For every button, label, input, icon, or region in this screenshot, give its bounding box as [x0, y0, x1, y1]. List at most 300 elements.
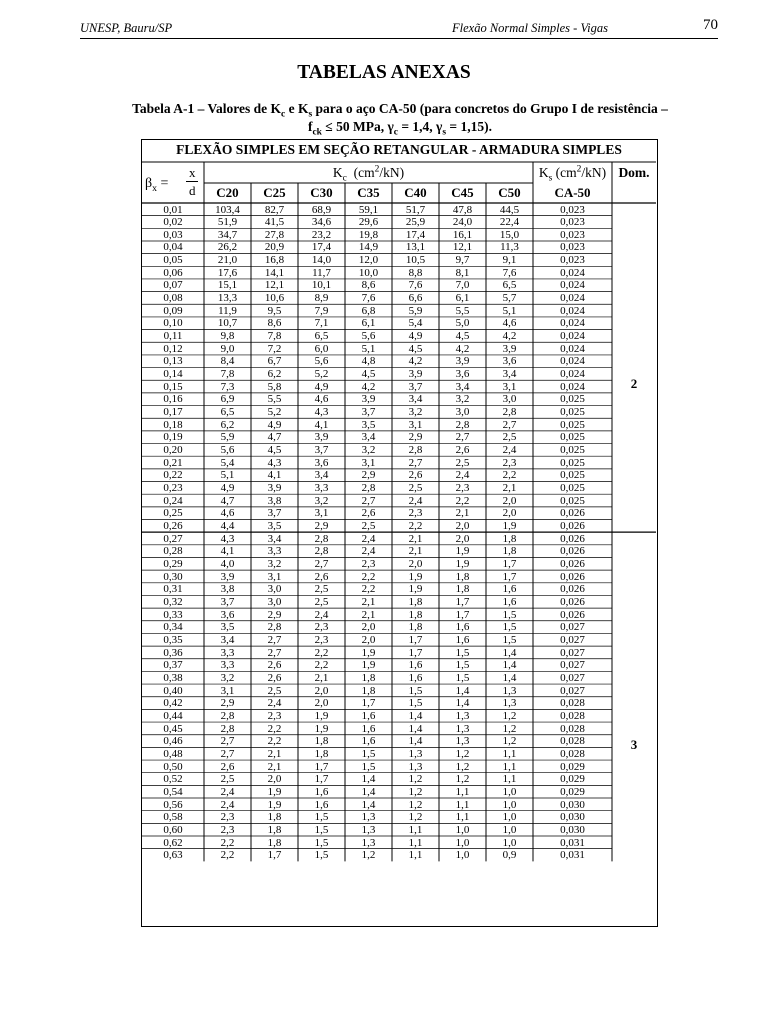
cell-ks: 0,026	[560, 557, 585, 570]
cell-c25: 2,8	[267, 621, 282, 634]
cell-c40: 25,9	[405, 216, 426, 229]
cell-ks: 0,025	[560, 406, 585, 419]
cell-c35: 10,0	[358, 266, 379, 279]
cell-c20: 2,9	[220, 697, 235, 710]
cell-c50: 44,5	[499, 203, 520, 216]
cell-c20: 2,8	[220, 709, 235, 722]
cell-c45: 1,1	[455, 798, 470, 811]
cell-ks: 0,024	[560, 304, 585, 317]
cell-bx: 0,02	[163, 216, 183, 229]
cell-c35: 14,9	[358, 241, 379, 254]
cell-c50: 1,0	[502, 823, 517, 836]
cell-c25: 3,1	[267, 570, 282, 583]
steel-header: CA-50	[554, 185, 591, 200]
cell-c35: 4,5	[361, 368, 376, 381]
cell-c40: 1,1	[408, 849, 423, 862]
cell-c50: 2,4	[502, 444, 517, 457]
cell-c50: 1,6	[502, 595, 517, 608]
table-caption-line-2: $f_{ck} \le 50$ MPa, $\gamma_c = 1,4$, $\gamma_s = 1,15$).	[307, 119, 492, 138]
cell-c45: 1,1	[455, 811, 470, 824]
cell-bx: 0,16	[163, 393, 183, 406]
cell-c50: 2,5	[502, 431, 517, 444]
cell-c20: 3,5	[220, 621, 235, 634]
cell-c20: 5,1	[220, 469, 235, 482]
cell-c35: 1,4	[361, 798, 376, 811]
cell-c35: 2,6	[361, 507, 376, 520]
cell-c45: 4,2	[455, 342, 470, 355]
cell-c35: 2,0	[361, 633, 376, 646]
cell-c20: 5,9	[220, 431, 235, 444]
kc-header: $K_c$ $(cm^2/kN)$	[332, 164, 405, 184]
cell-bx: 0,45	[163, 722, 183, 735]
cell-c20: 3,1	[220, 684, 235, 697]
cell-ks: 0,031	[560, 836, 585, 849]
cell-c30: 1,9	[314, 709, 329, 722]
cell-c20: 4,3	[220, 532, 235, 545]
cell-c35: 2,4	[361, 532, 376, 545]
cell-c30: 1,5	[314, 811, 329, 824]
cell-ks: 0,025	[560, 444, 585, 457]
cell-bx: 0,22	[163, 469, 183, 482]
cell-c50: 1,7	[502, 557, 517, 570]
cell-c35: 5,6	[361, 330, 376, 343]
cell-c40: 4,9	[408, 330, 423, 343]
cell-c30: 1,5	[314, 849, 329, 862]
cell-c50: 1,8	[502, 545, 517, 558]
cell-ks: 0,024	[560, 368, 585, 381]
cell-c35: 59,1	[358, 203, 379, 216]
cell-c45: 3,9	[455, 355, 470, 368]
cell-c50: 3,1	[502, 380, 517, 393]
cell-c30: 1,8	[314, 735, 329, 748]
cell-c50: 3,0	[502, 393, 517, 406]
cell-c30: 2,1	[314, 671, 329, 684]
cell-ks: 0,031	[560, 849, 585, 862]
cell-c20: 2,7	[220, 735, 235, 748]
cell-c40: 4,2	[408, 355, 423, 368]
cell-bx: 0,07	[163, 279, 183, 292]
cell-ks: 0,025	[560, 469, 585, 482]
cell-c50: 1,0	[502, 785, 517, 798]
concrete-header-c20: C20	[216, 185, 239, 200]
cell-c50: 1,1	[502, 747, 517, 760]
cell-c45: 2,3	[455, 482, 470, 495]
cell-c50: 1,2	[502, 722, 517, 735]
cell-c25: 2,5	[267, 684, 282, 697]
cell-c50: 1,1	[502, 760, 517, 773]
cell-c20: 51,9	[217, 216, 238, 229]
cell-bx: 0,11	[163, 330, 183, 343]
cell-c25: 2,6	[267, 671, 282, 684]
cell-c30: 5,6	[314, 355, 329, 368]
cell-c35: 6,8	[361, 304, 376, 317]
cell-c50: 5,7	[502, 292, 517, 305]
cell-c45: 5,0	[455, 317, 470, 330]
cell-ks: 0,024	[560, 266, 585, 279]
cell-c35: 1,3	[361, 811, 376, 824]
cell-c40: 1,2	[408, 773, 423, 786]
cell-c35: 1,6	[361, 722, 376, 735]
cell-c30: 2,6	[314, 570, 329, 583]
cell-ks: 0,026	[560, 520, 585, 532]
cell-c35: 2,1	[361, 608, 376, 621]
cell-bx: 0,12	[163, 342, 183, 355]
cell-c35: 3,1	[361, 456, 376, 469]
cell-bx: 0,17	[163, 406, 183, 419]
cell-c45: 3,2	[455, 393, 470, 406]
cell-c25: 4,3	[267, 456, 282, 469]
cell-c45: 1,4	[455, 697, 470, 710]
cell-ks: 0,030	[560, 823, 585, 836]
cell-c45: 1,4	[455, 684, 470, 697]
cell-bx: 0,05	[163, 254, 183, 267]
cell-c45: 1,5	[455, 671, 470, 684]
cell-c20: 2,3	[220, 811, 235, 824]
cell-c50: 4,2	[502, 330, 517, 343]
cell-bx: 0,48	[163, 747, 183, 760]
cell-c20: 6,5	[220, 406, 235, 419]
cell-c25: 16,8	[264, 254, 285, 267]
cell-c20: 6,9	[220, 393, 235, 406]
cell-c20: 8,4	[220, 355, 235, 368]
cell-ks: 0,030	[560, 811, 585, 824]
cell-c25: 2,7	[267, 646, 282, 659]
cell-c20: 2,7	[220, 747, 235, 760]
cell-c50: 1,1	[502, 773, 517, 786]
cell-c35: 8,6	[361, 279, 376, 292]
cell-c20: 9,0	[220, 342, 235, 355]
cell-c20: 2,4	[220, 798, 235, 811]
cell-bx: 0,35	[163, 633, 183, 646]
cell-c40: 1,6	[408, 659, 423, 672]
cell-bx: 0,23	[163, 482, 183, 495]
cell-ks: 0,023	[560, 216, 585, 229]
cell-c40: 1,1	[408, 823, 423, 836]
cell-c50: 1,9	[502, 520, 517, 532]
cell-c40: 1,4	[408, 709, 423, 722]
cell-c40: 1,9	[408, 583, 423, 596]
cell-c45: 1,9	[455, 545, 470, 558]
cell-c35: 12,0	[358, 254, 379, 267]
cell-c25: 2,2	[267, 722, 282, 735]
cell-c25: 1,8	[267, 811, 282, 824]
cell-c40: 2,8	[408, 444, 423, 457]
concrete-header-c25: C25	[263, 185, 286, 200]
table-caption-line-1: Tabela A-1 – Valores de $K_c$ e $K_s$ para o aço CA-50 (para concretos do Grupo I de resistência –	[132, 101, 668, 120]
cell-c20: 2,6	[220, 760, 235, 773]
cell-bx: 0,14	[163, 368, 183, 381]
cell-c35: 1,8	[361, 684, 376, 697]
cell-c45: 2,7	[455, 431, 470, 444]
cell-c40: 2,1	[408, 532, 423, 545]
cell-c40: 1,7	[408, 633, 423, 646]
cell-c20: 3,2	[220, 671, 235, 684]
cell-c25: 7,2	[267, 342, 282, 355]
cell-c30: 1,5	[314, 836, 329, 849]
cell-c30: 6,5	[314, 330, 329, 343]
cell-c25: 9,5	[267, 304, 282, 317]
cell-c50: 1,0	[502, 798, 517, 811]
cell-c25: 1,9	[267, 785, 282, 798]
cell-c40: 1,5	[408, 684, 423, 697]
cell-c25: 27,8	[264, 228, 285, 241]
cell-bx: 0,15	[163, 380, 183, 393]
cell-c25: 14,1	[264, 266, 285, 279]
cell-c40: 1,9	[408, 570, 423, 583]
cell-c25: 6,7	[267, 355, 282, 368]
cell-ks: 0,024	[560, 330, 585, 343]
cell-c45: 6,1	[455, 292, 470, 305]
cell-c50: 1,5	[502, 633, 517, 646]
cell-ks: 0,025	[560, 431, 585, 444]
page-title: TABELAS ANEXAS	[297, 62, 471, 83]
cell-c35: 2,8	[361, 482, 376, 495]
cell-ks: 0,029	[560, 760, 585, 773]
cell-c25: 4,9	[267, 418, 282, 431]
cell-bx: 0,37	[163, 659, 183, 672]
cell-c40: 2,5	[408, 482, 423, 495]
cell-bx: 0,40	[163, 684, 183, 697]
cell-c50: 3,9	[502, 342, 517, 355]
cell-c45: 1,2	[455, 760, 470, 773]
cell-c30: 2,3	[314, 621, 329, 634]
cell-c20: 15,1	[217, 279, 238, 292]
cell-c40: 1,1	[408, 836, 423, 849]
cell-ks: 0,028	[560, 709, 585, 722]
cell-c20: 3,7	[220, 595, 235, 608]
cell-c50: 1,0	[502, 811, 517, 824]
cell-bx: 0,03	[163, 228, 183, 241]
cell-c20: 4,7	[220, 494, 235, 507]
cell-ks: 0,028	[560, 722, 585, 735]
cell-c30: 3,2	[314, 494, 329, 507]
cell-c30: 2,2	[314, 659, 329, 672]
cell-c45: 2,1	[455, 507, 470, 520]
cell-c40: 1,2	[408, 798, 423, 811]
cell-c20: 2,8	[220, 722, 235, 735]
cell-c50: 1,0	[502, 836, 517, 849]
cell-ks: 0,024	[560, 292, 585, 305]
cell-c45: 1,6	[455, 621, 470, 634]
cell-c50: 1,2	[502, 709, 517, 722]
cell-c35: 1,4	[361, 785, 376, 798]
cell-c45: 2,2	[455, 494, 470, 507]
cell-c25: 2,2	[267, 735, 282, 748]
cell-ks: 0,025	[560, 482, 585, 495]
cell-c50: 11,3	[500, 241, 519, 254]
cell-bx: 0,26	[163, 520, 183, 532]
cell-c30: 10,1	[311, 279, 332, 292]
cell-c40: 2,7	[408, 456, 423, 469]
cell-c25: 7,8	[267, 330, 282, 343]
cell-c40: 3,1	[408, 418, 423, 431]
cell-c30: 2,7	[314, 557, 329, 570]
cell-bx: 0,20	[163, 444, 183, 457]
cell-c20: 26,2	[217, 241, 238, 254]
cell-c35: 1,3	[361, 836, 376, 849]
cell-c50: 2,2	[502, 469, 517, 482]
cell-c25: 8,6	[267, 317, 282, 330]
cell-c45: 1,9	[455, 557, 470, 570]
cell-ks: 0,025	[560, 456, 585, 469]
cell-c35: 1,6	[361, 709, 376, 722]
cell-c20: 2,5	[220, 773, 235, 786]
cell-bx: 0,09	[163, 304, 183, 317]
ks-header: $K_s$ $(cm^2/kN)$	[538, 164, 607, 184]
cell-c50: 2,0	[502, 494, 517, 507]
page-header	[80, 17, 718, 39]
cell-c35: 1,9	[361, 646, 376, 659]
cell-c35: 7,6	[361, 292, 376, 305]
cell-c50: 9,1	[502, 254, 517, 267]
cell-bx: 0,42	[163, 697, 183, 710]
cell-c25: 5,8	[267, 380, 282, 393]
cell-bx: 0,06	[163, 266, 183, 279]
cell-c50: 22,4	[499, 216, 520, 229]
cell-c50: 2,0	[502, 507, 517, 520]
cell-c25: 5,2	[267, 406, 282, 419]
cell-c50: 3,4	[502, 368, 517, 381]
cell-c30: 2,9	[314, 520, 329, 532]
cell-bx: 0,36	[163, 646, 183, 659]
cell-c20: 5,6	[220, 444, 235, 457]
cell-c35: 2,2	[361, 583, 376, 596]
cell-c45: 1,7	[455, 608, 470, 621]
cell-c25: 82,7	[264, 203, 285, 216]
cell-ks: 0,023	[560, 254, 585, 267]
cell-c45: 1,3	[455, 722, 470, 735]
cell-c40: 2,0	[408, 557, 423, 570]
cell-c30: 4,9	[314, 380, 329, 393]
cell-c20: 2,2	[220, 836, 235, 849]
page-number: 70	[703, 17, 718, 33]
cell-c35: 3,4	[361, 431, 376, 444]
cell-c25: 1,7	[267, 849, 282, 862]
cell-c45: 2,4	[455, 469, 470, 482]
cell-c40: 1,8	[408, 621, 423, 634]
cell-ks: 0,030	[560, 798, 585, 811]
cell-c30: 3,1	[314, 507, 329, 520]
cell-c25: 5,5	[267, 393, 282, 406]
cell-bx: 0,24	[163, 494, 183, 507]
cell-c45: 2,0	[455, 532, 470, 545]
cell-bx: 0,28	[163, 545, 183, 558]
cell-c25: 20,9	[264, 241, 285, 254]
cell-c30: 2,2	[314, 646, 329, 659]
cell-ks: 0,026	[560, 507, 585, 520]
cell-c50: 1,7	[502, 570, 517, 583]
cell-c25: 2,4	[267, 697, 282, 710]
cell-c45: 1,5	[455, 646, 470, 659]
cell-c45: 1,5	[455, 659, 470, 672]
cell-c35: 2,3	[361, 557, 376, 570]
cell-c20: 4,0	[220, 557, 235, 570]
cell-c45: 24,0	[452, 216, 473, 229]
cell-c30: 2,8	[314, 545, 329, 558]
cell-c30: 11,7	[312, 266, 331, 279]
cell-c35: 3,9	[361, 393, 376, 406]
cell-c45: 16,1	[452, 228, 473, 241]
cell-c30: 4,3	[314, 406, 329, 419]
cell-c25: 4,5	[267, 444, 282, 457]
cell-c45: 47,8	[452, 203, 473, 216]
cell-ks: 0,026	[560, 595, 585, 608]
cell-c20: 3,6	[220, 608, 235, 621]
cell-ks: 0,026	[560, 545, 585, 558]
cell-c45: 3,0	[455, 406, 470, 419]
cell-c35: 2,7	[361, 494, 376, 507]
cell-c25: 6,2	[267, 368, 282, 381]
cell-c45: 1,1	[455, 785, 470, 798]
cell-c45: 1,6	[455, 633, 470, 646]
cell-bx: 0,46	[163, 735, 183, 748]
cell-c45: 1,8	[455, 570, 470, 583]
cell-c30: 2,0	[314, 697, 329, 710]
cell-c45: 2,5	[455, 456, 470, 469]
cell-c30: 2,5	[314, 583, 329, 596]
cell-bx: 0,38	[163, 671, 183, 684]
cell-c25: 4,1	[267, 469, 282, 482]
cell-c30: 7,9	[314, 304, 329, 317]
cell-c35: 2,0	[361, 621, 376, 634]
cell-c20: 9,8	[220, 330, 235, 343]
cell-bx: 0,29	[163, 557, 183, 570]
cell-c30: 2,4	[314, 608, 329, 621]
cell-c35: 1,6	[361, 735, 376, 748]
cell-c40: 6,6	[408, 292, 423, 305]
cell-ks: 0,028	[560, 735, 585, 748]
cell-c50: 4,6	[502, 317, 517, 330]
cell-c40: 10,5	[405, 254, 426, 267]
cell-c30: 3,7	[314, 444, 329, 457]
cell-c50: 1,3	[502, 697, 517, 710]
cell-c35: 3,7	[361, 406, 376, 419]
cell-bx: 0,54	[163, 785, 183, 798]
cell-c50: 1,3	[502, 684, 517, 697]
cell-c20: 13,3	[217, 292, 238, 305]
cell-c40: 51,7	[405, 203, 426, 216]
cell-bx: 0,10	[163, 317, 183, 330]
cell-c30: 1,9	[314, 722, 329, 735]
cell-c30: 1,6	[314, 785, 329, 798]
cell-c25: 2,7	[267, 633, 282, 646]
cell-ks: 0,024	[560, 317, 585, 330]
cell-c20: 2,4	[220, 785, 235, 798]
cell-ks: 0,027	[560, 633, 585, 646]
cell-c35: 1,3	[361, 823, 376, 836]
cell-c30: 8,9	[314, 292, 329, 305]
cell-c50: 3,6	[502, 355, 517, 368]
cell-c35: 1,8	[361, 671, 376, 684]
cell-c20: 4,9	[220, 482, 235, 495]
cell-c40: 4,5	[408, 342, 423, 355]
cell-c20: 2,2	[220, 849, 235, 862]
cell-ks: 0,029	[560, 773, 585, 786]
cell-c25: 2,1	[267, 760, 282, 773]
cell-bx: 0,60	[163, 823, 183, 836]
table-banner: FLEXÃO SIMPLES EM SEÇÃO RETANGULAR - ARMADURA SIMPLES	[176, 142, 622, 157]
cell-c45: 3,4	[455, 380, 470, 393]
cell-c50: 1,2	[502, 735, 517, 748]
cell-c30: 1,7	[314, 760, 329, 773]
kc-ks-table	[141, 139, 658, 927]
cell-c50: 5,1	[502, 304, 517, 317]
cell-c45: 1,7	[455, 595, 470, 608]
cell-c20: 7,8	[220, 368, 235, 381]
cell-c40: 1,2	[408, 785, 423, 798]
cell-c40: 3,4	[408, 393, 423, 406]
cell-c45: 3,6	[455, 368, 470, 381]
